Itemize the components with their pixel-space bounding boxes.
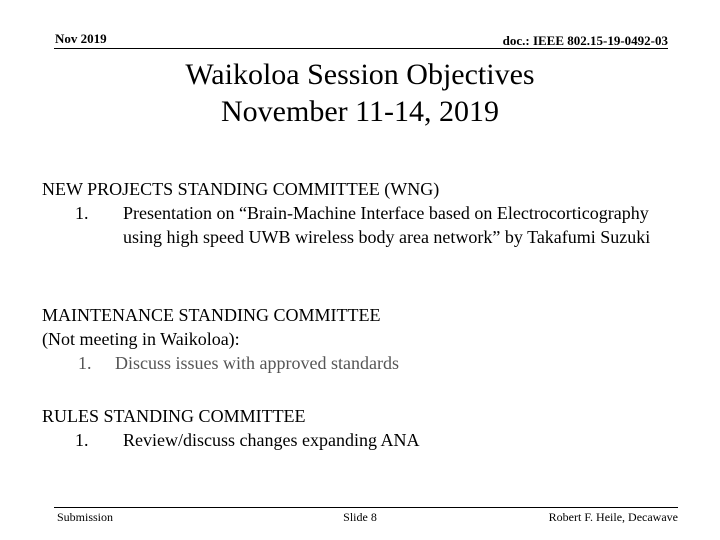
item-text: Review/discuss changes expanding ANA	[123, 430, 420, 450]
header-doc-id: doc.: IEEE 802.15-19-0492-03	[502, 33, 668, 48]
section-new-projects	[42, 177, 682, 249]
section-heading: MAINTENANCE STANDING COMMITTEE	[42, 305, 381, 325]
title-line-2: November 11-14, 2019	[221, 95, 499, 128]
title-line-1: Waikoloa Session Objectives	[185, 58, 535, 91]
header-date: Nov 2019	[55, 31, 107, 46]
slide-title	[0, 56, 720, 130]
list-item	[42, 201, 682, 249]
item-number: 1.	[75, 203, 89, 223]
item-number: 1.	[78, 353, 92, 373]
heading-text: NEW PROJECTS STANDING COMMITTEE	[42, 179, 380, 199]
section-heading: RULES STANDING COMMITTEE	[42, 406, 306, 426]
footer-author: Robert F. Heile, Decawave	[548, 510, 678, 524]
item-number: 1.	[75, 430, 89, 450]
section-subheading: (Not meeting in Waikoloa):	[42, 329, 240, 349]
section-maintenance	[42, 303, 682, 375]
heading-suffix: (WNG)	[379, 179, 440, 199]
footer-submission: Submission	[57, 510, 114, 524]
section-heading	[42, 177, 682, 201]
item-text: Discuss issues with approved standards	[115, 353, 399, 373]
item-text: Presentation on “Brain-Machine Interface based on Electrocorticography using high speed UWB wireless body area network” by Takafumi Suzuki	[123, 203, 651, 247]
footer-slide-number: Slide 8	[343, 510, 377, 524]
footer-rule	[54, 507, 678, 508]
list-item	[42, 351, 682, 375]
list-item	[42, 428, 682, 452]
section-rules	[42, 404, 682, 452]
header-rule	[54, 48, 668, 49]
